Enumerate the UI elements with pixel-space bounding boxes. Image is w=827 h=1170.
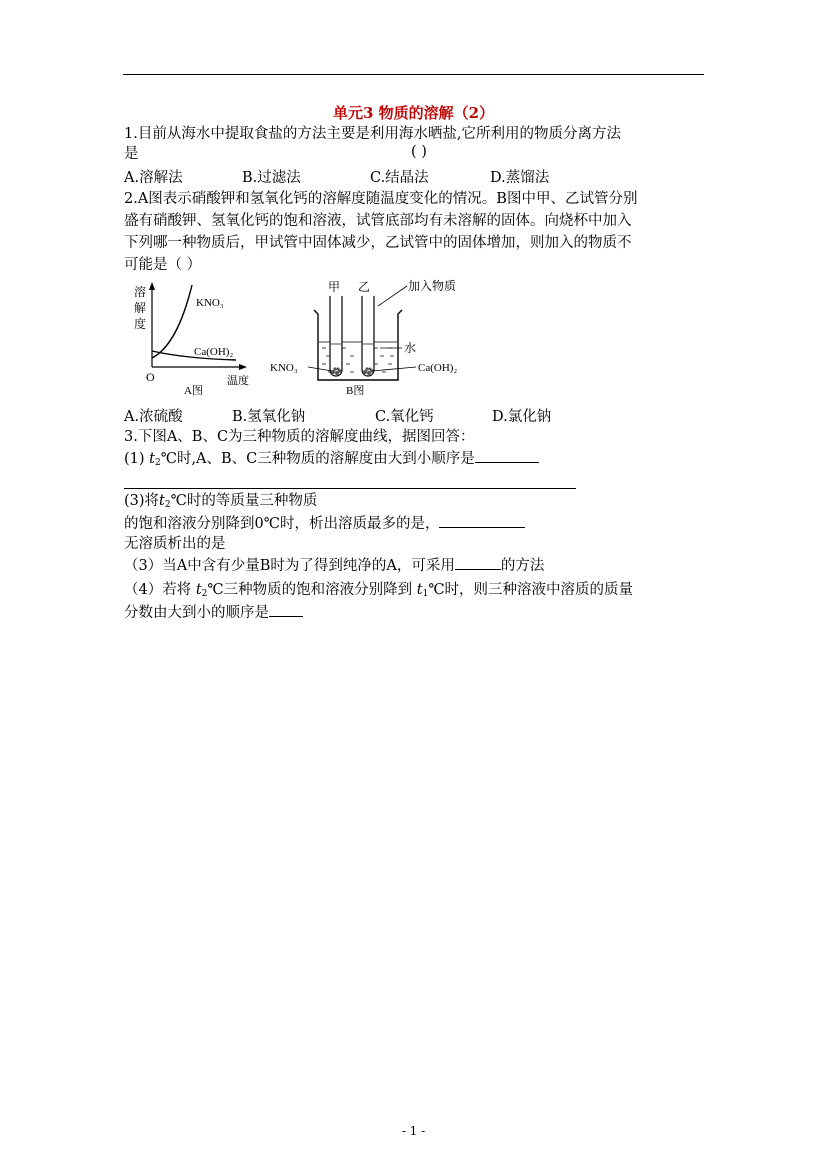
q3-part3d-pre: （3）当A中含有少量B时为了得到纯净的A，可采用 — [124, 558, 455, 574]
figa-ylabel-3: 度 — [134, 317, 147, 331]
page-number: - 1 - — [401, 1124, 426, 1138]
q2-option-b: B.氢氧化钠 — [232, 409, 306, 425]
q3-part4b — [124, 602, 303, 623]
q1-line2 — [124, 144, 139, 164]
q3-part3a-pre: (3)将 — [124, 493, 160, 509]
q3-part3d — [124, 555, 544, 576]
figa-curve-kno3 — [152, 285, 192, 358]
figb-water-label: 水 — [404, 341, 417, 355]
q3-answer-line[interactable] — [124, 488, 576, 489]
q2-option-a: A.浓硫酸 — [124, 409, 183, 425]
figb-right-leader — [372, 367, 416, 371]
q2-option-d: D.氯化钠 — [492, 409, 552, 425]
q3-part4a-pre: （4）若将 — [124, 582, 192, 598]
q3-part4a-sub1: 1 — [422, 589, 429, 599]
figa-y-arrow-icon — [149, 282, 155, 290]
figure-a-solubility-graph — [124, 280, 254, 398]
figb-tube-2 — [362, 296, 374, 376]
figa-label-caoh2: Ca(OH)₂ — [194, 346, 234, 358]
q2-line2: 盛有硝酸钾、氢氧化钙的饱和溶液，试管底部均有未溶解的固体。向烧杯中加入 — [124, 213, 632, 229]
q3-part1 — [124, 448, 539, 473]
q3-part3d-blank[interactable] — [455, 555, 501, 570]
q1-answer-paren: ( ) — [411, 144, 427, 160]
q3-part3b — [124, 513, 525, 534]
q3-part4a-mid: ℃三种物质的饱和溶液分别降到 — [207, 582, 413, 598]
q3-part4a-t1: t — [416, 582, 423, 598]
q2-line3: 下列哪一种物质后，甲试管中固体减少，乙试管中的固体增加，则加入的物质不 — [124, 235, 632, 251]
q1-option-d: D.蒸馏法 — [490, 170, 550, 186]
q1-line1: 1.目前从海水中提取食盐的方法主要是利用海水晒盐,它所利用的物质分离方法 — [124, 126, 621, 142]
figb-right-label: Ca(OH)₂ — [418, 362, 458, 374]
q3-part1-text: ℃时,A、B、C三种物质的溶解度由大到小顺序是 — [160, 451, 475, 467]
q3-part3a — [124, 491, 317, 515]
figb-added-label: 加入物质 — [408, 279, 457, 293]
header-rule — [123, 74, 704, 75]
q3-part4a-sub2: 2 — [201, 589, 208, 599]
figa-label-kno3: KNO₃ — [196, 297, 224, 309]
figa-caption: A图 — [184, 385, 203, 397]
q3-part1-sub: 2 — [154, 458, 161, 468]
q1-option-c: C.结晶法 — [370, 170, 429, 186]
q3-part3a-post: ℃时的等质量三种物质 — [170, 493, 318, 509]
figb-tube2-label: 乙 — [358, 280, 371, 294]
figa-ylabel-2: 解 — [134, 301, 147, 315]
q3-part3a-sub: 2 — [164, 500, 171, 510]
figb-left-leader — [308, 367, 332, 371]
q3-part3a-t: t — [159, 493, 165, 509]
figure-b-beaker-apparatus — [270, 278, 470, 400]
q3-part4b-blank[interactable] — [269, 602, 303, 617]
figb-caption: B图 — [346, 385, 365, 397]
q3-part1-label: (1) — [124, 451, 145, 467]
figb-added-leader — [378, 286, 407, 306]
q3-part4a-post: ℃时，则三种溶液中溶质的质量 — [428, 582, 634, 598]
q2-line4: 可能是（ ） — [124, 257, 202, 273]
figb-left-label: KNO₃ — [270, 362, 298, 374]
page-title: 单元3 物质的溶解（2） — [332, 104, 495, 122]
q1-line2-text: 是 — [124, 146, 139, 162]
q3-part3c — [124, 534, 226, 554]
figa-origin: O — [146, 370, 155, 384]
q3-part3b-text: 的饱和溶液分别降到0℃时，析出溶质最多的是， — [124, 516, 440, 532]
q3-part3c-text: 无溶质析出的是 — [124, 536, 226, 552]
q1-option-a: A.溶解法 — [124, 170, 183, 186]
figa-xlabel: 温度 — [227, 375, 249, 387]
q2-line1: 2.A图表示硝酸钾和氢氧化钙的溶解度随温度变化的情况。B图中甲、乙试管分别 — [124, 191, 638, 207]
q1-option-b: B.过滤法 — [242, 170, 301, 186]
figa-ylabel-1: 溶 — [134, 285, 147, 299]
q3-part4a-t2: t — [195, 582, 202, 598]
q3-part1-t: t — [149, 451, 155, 467]
figb-tube-1 — [330, 296, 342, 376]
q2-option-c: C.氧化钙 — [375, 409, 434, 425]
q3-part3d-post: 的方法 — [500, 558, 545, 574]
q3-part3b-blank[interactable] — [439, 513, 525, 528]
figa-x-arrow-icon — [239, 364, 247, 370]
q3-part1-blank[interactable] — [475, 448, 539, 463]
figb-tube1-label: 甲 — [328, 280, 341, 294]
q3-part4b-text: 分数由大到小的顺序是 — [124, 605, 269, 621]
q3-part4a — [124, 580, 633, 604]
q3-intro: 3.下图A、B、C为三种物质的溶解度曲线，据图回答： — [124, 429, 475, 445]
